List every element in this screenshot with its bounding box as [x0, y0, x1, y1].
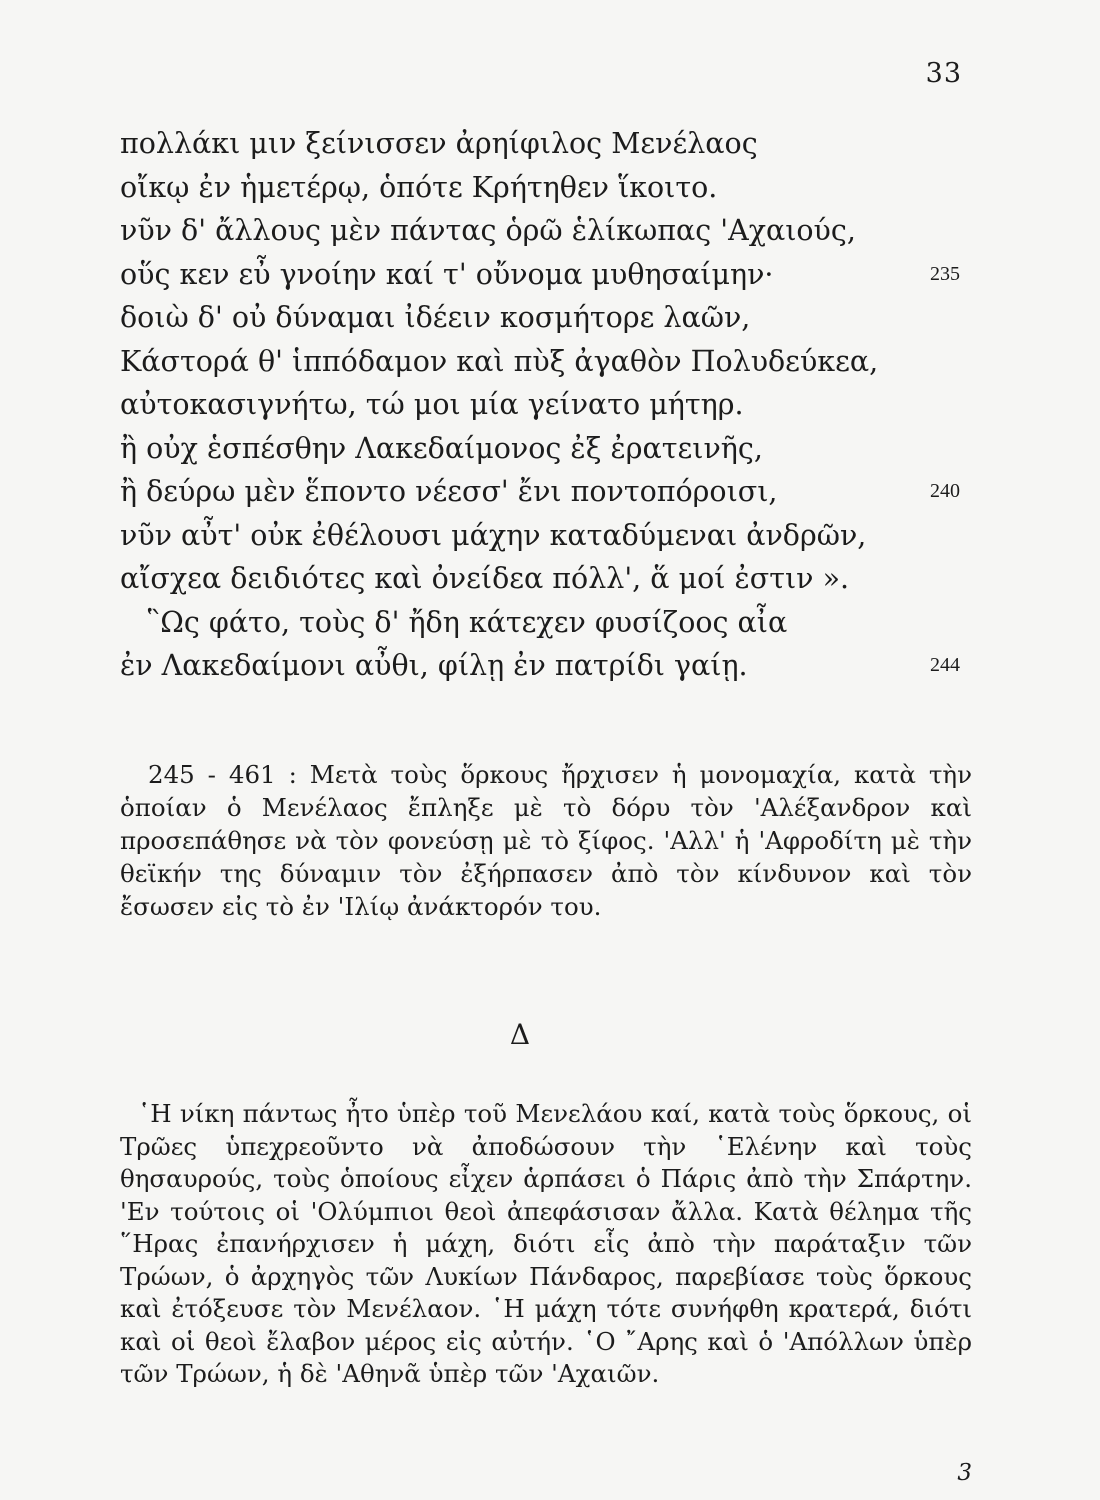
verse-line: [120, 122, 980, 166]
verse-line: [120, 253, 980, 297]
verse-text: δοιὼ δ' οὐ δύναμαι ἰδέειν κοσμήτορε λαῶν,: [120, 301, 751, 334]
verse-text: οὕς κεν εὖ γνοίην καί τ' οὔνομα μυθησαίμην·: [120, 257, 774, 291]
verse-line: [120, 383, 980, 427]
verse-text: οἴκῳ ἐν ἡμετέρῳ, ὁπότε Κρήτηθεν ἵκοιτο.: [120, 170, 718, 204]
verse-text: ἢ δεύρω μὲν ἕποντο νέεσσ' ἔνι ποντοπόροισι,: [120, 475, 778, 508]
verse-text: νῦν αὖτ' οὐκ ἐθέλουσι μάχην καταδύμεναι ἀνδρῶν,: [120, 518, 867, 552]
verse-line: [120, 470, 980, 514]
line-number: 244: [930, 654, 960, 676]
section-heading: Δ: [509, 1018, 531, 1051]
verse-line: [120, 340, 980, 384]
verse-line: [120, 296, 980, 340]
narrative-paragraph: ῾Η νίκη πάντως ἦτο ὑπὲρ τοῦ Μενελάου καί, κατὰ τοὺς ὅρκους, οἱ Τρῶες ὑπεχρεοῦντο νὰ ἀποδώσουν τὴν ῾Ελένην καὶ τοὺς θησαυρούς, τοὺς ὁποίους εἶχεν ἁρπάσει ὁ Πάρις ἀπὸ τὴν Σπάρτην. 'Εν τούτοις οἱ 'Ολύμπιοι θεοὶ ἀπεφάσισαν ἄλλα. Κατὰ θέλημα τῆς ῞Ηρας ἐπανήρχισεν ἡ μάχη, διότι εἷς ἀπὸ τὴν παράταξιν τῶν Τρώων, ὁ ἀρχηγὸς τῶν Λυκίων Πάνδαρος, παρεβίασε τοὺς ὅρκους καὶ ἐτόξευσε τὸν Μενέλαον. ῾Η μάχη τότε συνήφθη κρατερά, διότι καὶ οἱ θεοὶ ἔλαβον μέρος εἰς αὐτήν. ῾Ο ῎Αρης καὶ ὁ 'Απόλλων ὑπὲρ τῶν Τρώων, ἡ δὲ 'Αθηνᾶ ὑπὲρ τῶν 'Αχαιῶν.: [120, 1099, 972, 1388]
verse-line: [120, 514, 980, 558]
verse-text: αὐτοκασιγνήτω, τώ μοι μία γείνατο μήτηρ.: [120, 388, 744, 421]
verse-text: ἐν Λακεδαίμονι αὖθι, φίλῃ ἐν πατρίδι γαίῃ.: [120, 649, 748, 682]
verse-line: [120, 209, 980, 253]
verse-line: [120, 166, 980, 210]
page-number: 33: [925, 58, 962, 89]
verse-block: [120, 122, 980, 688]
verse-line: [120, 557, 980, 601]
verse-text: νῦν δ' ἄλλους μὲν πάντας ὁρῶ ἑλίκωπας 'Αχαιούς,: [120, 214, 856, 247]
line-number: 235: [930, 262, 960, 285]
verse-line: [120, 644, 980, 688]
verse-line: [120, 601, 980, 645]
summary-paragraph: 245 - 461 : Μετὰ τοὺς ὅρκους ἤρχισεν ἡ μονομαχία, κατὰ τὴν ὁποίαν ὁ Μενέλαος ἔπληξε μὲ τὸ δόρυ τὸν 'Αλέξανδρον καὶ προσεπάθησε νὰ τὸν φονεύσῃ μὲ τὸ ξίφος. 'Αλλ' ἡ 'Αφροδίτη μὲ τὴν θεϊκήν της δύναμιν τὸν ἐξήρπασεν ἀπὸ τὸν κίνδυνον καὶ τὸν ἔσωσεν εἰς τὸ ἐν 'Ιλίῳ ἀνάκτορόν του.: [120, 760, 972, 921]
line-number: 240: [930, 480, 960, 502]
signature-mark: 3: [957, 1460, 972, 1486]
verse-text: αἴσχεα δειδιότες καὶ ὀνείδεα πόλλ', ἅ μοί ἐστιν ».: [120, 562, 850, 595]
verse-text: ῝Ως φάτο, τοὺς δ' ἤδη κάτεχεν φυσίζοος αἶα: [146, 605, 788, 639]
verse-text: πολλάκι μιν ξείνισσεν ἀρηίφιλος Μενέλαος: [120, 127, 758, 160]
verse-text: Κάστορά θ' ἱππόδαμον καὶ πὺξ ἀγαθὸν Πολυδεύκεα,: [120, 344, 879, 378]
verse-line: [120, 427, 980, 471]
verse-text: ἢ οὐχ ἑσπέσθην Λακεδαίμονος ἐξ ἐρατεινῆς,: [120, 431, 763, 465]
